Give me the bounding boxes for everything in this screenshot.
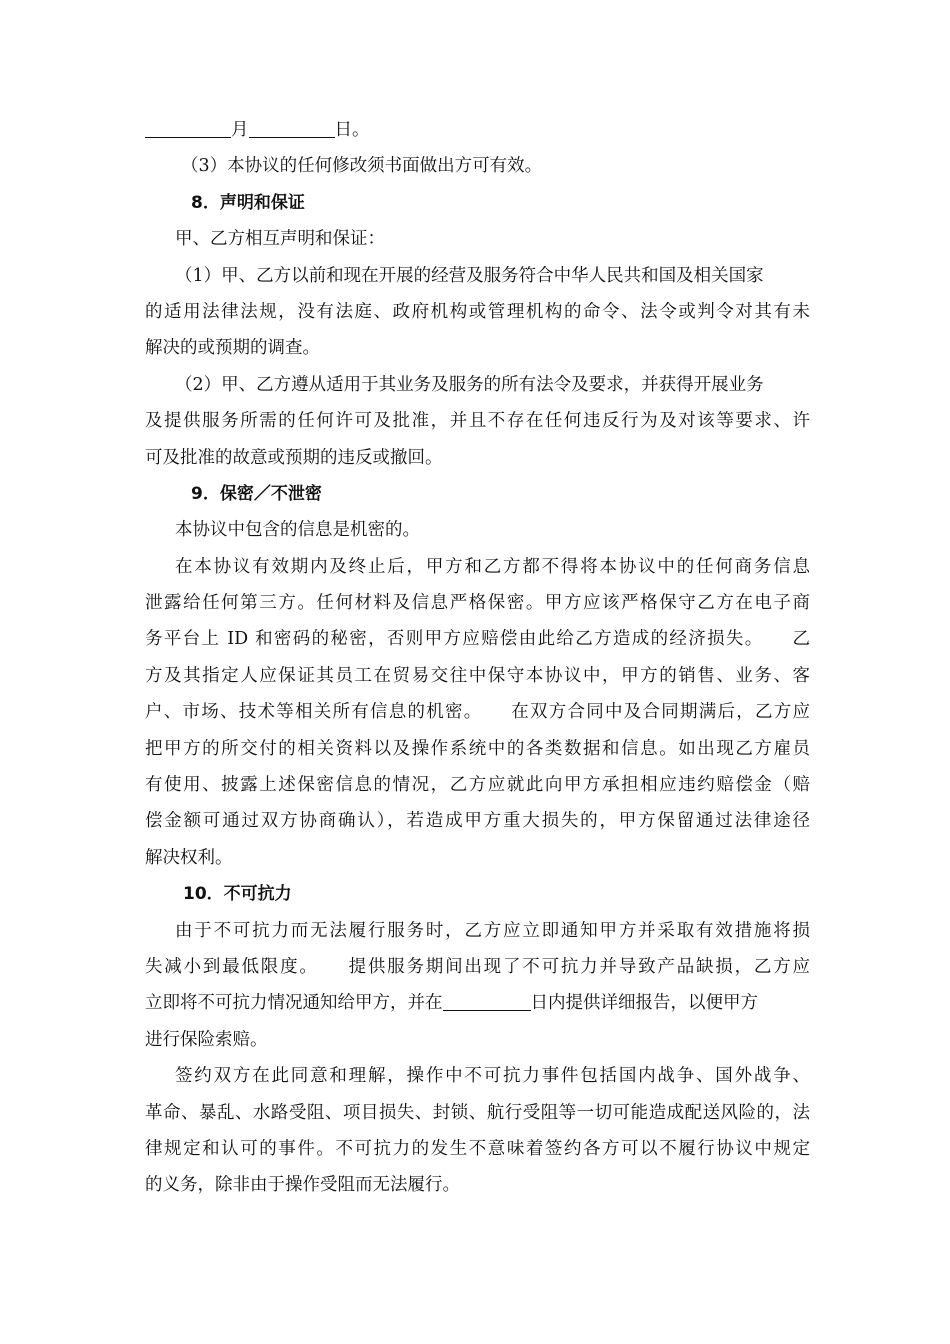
section-8-heading: 8．声明和保证 (191, 192, 305, 213)
paragraph-line: 的义务，除非由于操作受阻而无法履行。 (145, 1175, 460, 1196)
paragraph-line: 本协议中包含的信息是机密的。 (175, 520, 420, 541)
day-blank (249, 117, 335, 138)
days-blank (443, 990, 531, 1011)
paragraph-line: 失减小到最低限度。 提供服务期间出现了不可抗力并导致产品缺损，乙方应 (145, 956, 810, 977)
paragraph-line: 进行保险索赔。 (145, 1029, 268, 1050)
paragraph-line: 可及批准的故意或预期的违反或撤回。 (145, 447, 443, 468)
paragraph-line: 由于不可抗力而无法履行服务时，乙方应立即通知甲方并采取有效措施将损 (175, 920, 810, 941)
paragraph-line: 偿金额可通过双方协商确认），若造成甲方重大损失的，甲方保留通过法律途径 (145, 811, 810, 832)
paragraph-line: 在本协议有效期内及终止后，甲方和乙方都不得将本协议中的任何商务信息 (175, 556, 810, 577)
paragraph-line: 律规定和认可的事件。不可抗力的发生不意味着签约各方可以不履行协议中规定 (145, 1138, 810, 1159)
paragraph-line: 务平台上 ID 和密码的秘密，否则甲方应赔偿由此给乙方造成的经济损失。 乙 (145, 629, 810, 650)
paragraph-line: 的适用法律法规，没有法庭、政府机构或管理机构的命令、法令或判令对其有未 (145, 301, 810, 322)
paragraph-line: （1）甲、乙方以前和现在开展的经营及服务符合中华人民共和国及相关国家 (175, 265, 764, 286)
paragraph-line: 解决的或预期的调查。 (145, 338, 320, 359)
paragraph-line: 及提供服务所需的任何许可及批准，并且不存在任何违反行为及对该等要求、许 (145, 411, 810, 432)
date-line (145, 112, 810, 148)
paragraph-line: （2）甲、乙方遵从适用于其业务及服务的所有法令及要求，并获得开展业务 (175, 374, 764, 395)
paragraph-line-with-blank (145, 985, 810, 1021)
month-label: 月 (231, 120, 249, 140)
paragraph-line: 方及其指定人应保证其员工在贸易交往中保守本协议中，甲方的销售、业务、客 (145, 665, 810, 686)
paragraph-line: 泄露给任何第三方。任何材料及信息严格保密。甲方应该严格保守乙方在电子商 (145, 593, 810, 614)
section-9-heading: 9．保密／不泄密 (191, 483, 322, 504)
paragraph-line: 有使用、披露上述保密信息的情况，乙方应就此向甲方承担相应违约赔偿金（赔 (145, 775, 810, 796)
paragraph-line: 解决权利。 (145, 847, 233, 868)
document-body (145, 112, 810, 1204)
section-10-heading: 10．不可抗力 (183, 884, 292, 905)
paragraph-line: 户、市场、技术等相关所有信息的机密。 在双方合同中及合同期满后，乙方应 (145, 702, 810, 723)
day-label: 日。 (334, 120, 370, 140)
month-blank (145, 117, 231, 138)
paragraph-line: 革命、暴乱、水路受阻、项目损失、封锁、航行受阻等一切可能造成配送风险的，法 (145, 1102, 810, 1123)
paragraph-line: 签约双方在此同意和理解，操作中不可抗力事件包括国内战争、国外战争、 (175, 1066, 810, 1087)
section-8-intro: 甲、乙方相互声明和保证： (175, 229, 385, 250)
report-text-after: 日内提供详细报告，以便甲方 (530, 993, 758, 1014)
clause-modify: （3）本协议的任何修改须书面做出方可有效。 (181, 156, 543, 177)
report-text-before: 立即将不可抗力情况通知给甲方，并在 (145, 993, 443, 1014)
paragraph-line: 把甲方的所交付的相关资料以及操作系统中的各类数据和信息。如出现乙方雇员 (145, 738, 810, 759)
